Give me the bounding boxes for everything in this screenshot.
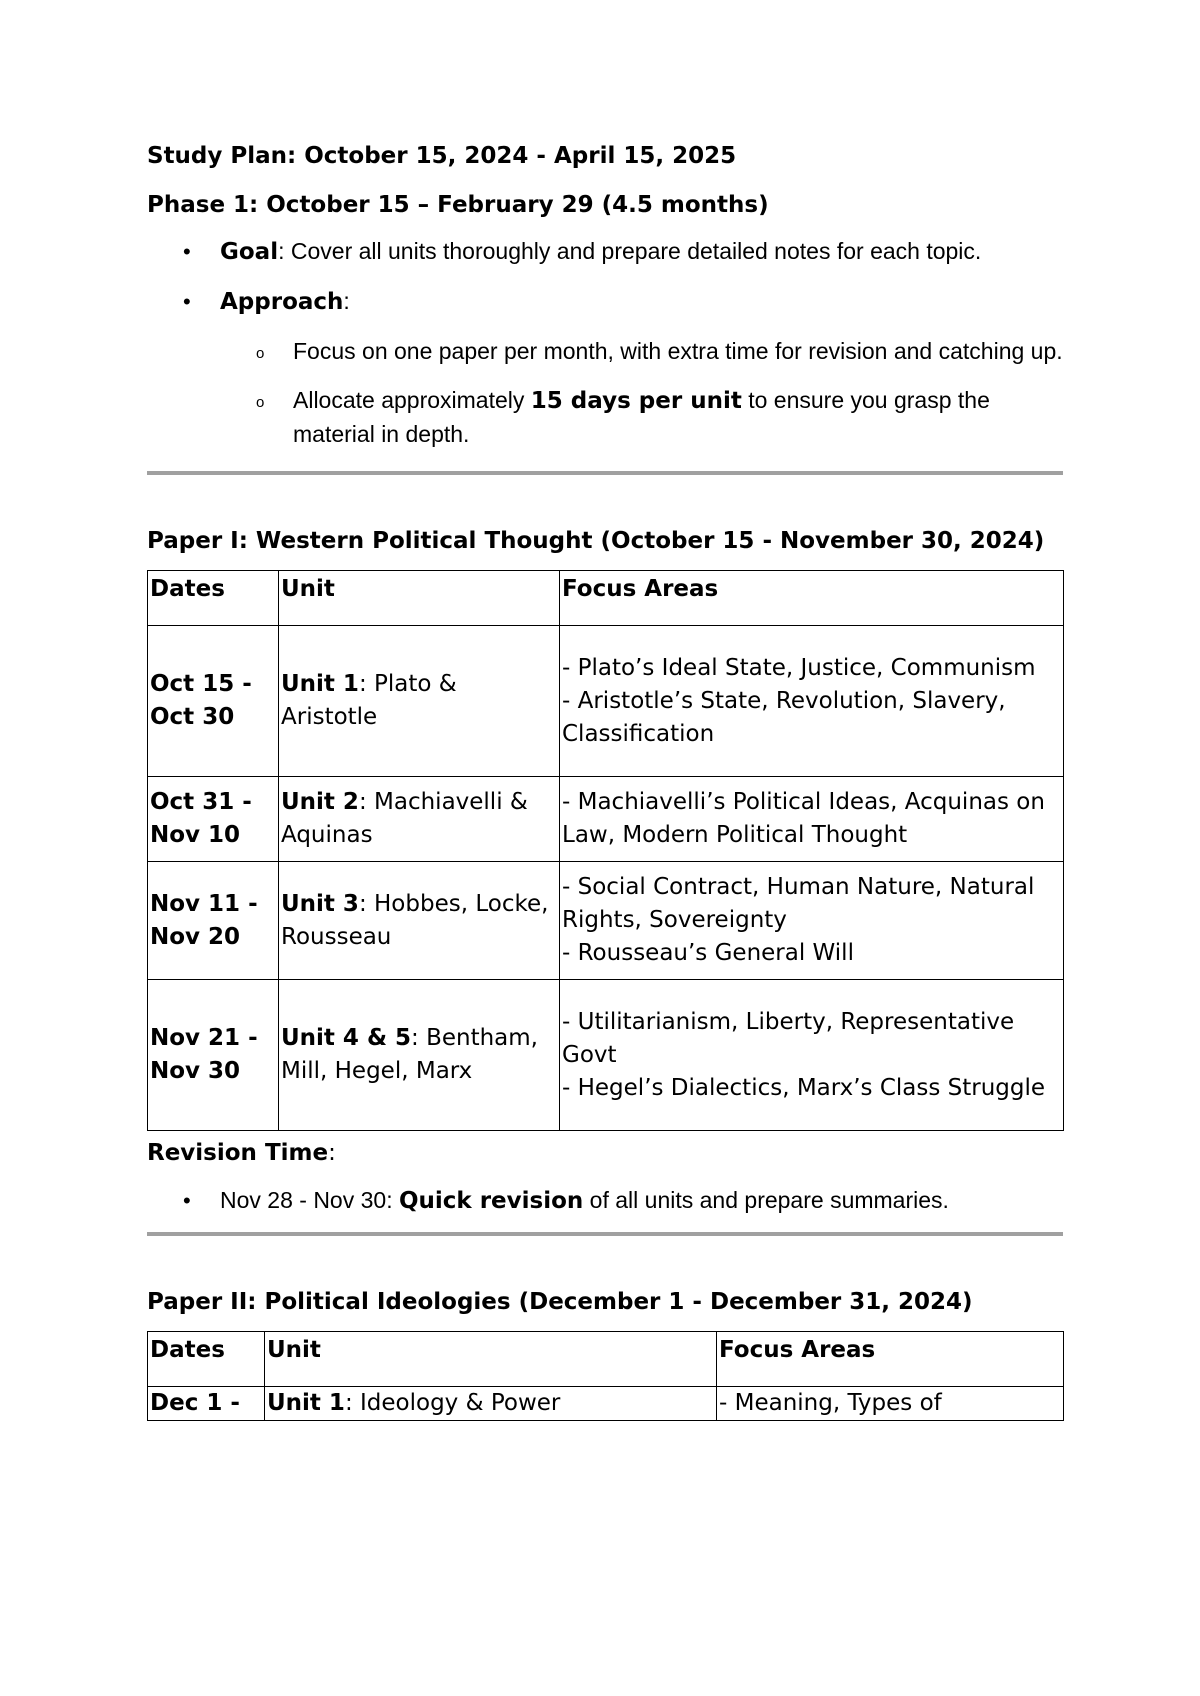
focus-line: - Social Contract, Human Nature, Natural Rights, Sovereignty — [562, 874, 1035, 933]
document-page — [147, 140, 1063, 1421]
unit-label: Unit 1 — [281, 671, 359, 697]
table-row — [148, 626, 1064, 777]
row-dates: Oct 15 - Oct 30 — [148, 626, 279, 777]
row-dates: Nov 11 - Nov 20 — [148, 862, 279, 980]
row-focus — [560, 862, 1064, 980]
unit-label: Unit 2 — [281, 789, 359, 815]
row-dates: Dec 1 - — [148, 1387, 265, 1421]
goal-bullet — [147, 235, 1063, 269]
paper1-table — [147, 570, 1064, 1131]
bullet-icon: • — [183, 1188, 191, 1213]
table-row — [148, 1387, 1064, 1421]
focus-line: - Machiavelli’s Political Ideas, Acquinas on Law, Modern Political Thought — [562, 789, 1045, 848]
revision-text-post: of all units and prepare summaries. — [583, 1187, 949, 1213]
focus-line: - Rousseau’s General Will — [562, 940, 854, 966]
row-focus — [560, 980, 1064, 1131]
circle-bullet-icon: o — [256, 394, 265, 411]
table-row — [148, 777, 1064, 862]
focus-line: - Plato’s Ideal State, Justice, Communism — [562, 654, 1036, 681]
unit-label: Unit 4 & 5 — [281, 1025, 412, 1051]
header-unit: Unit — [265, 1332, 717, 1387]
header-dates: Dates — [148, 1332, 265, 1387]
table-row — [148, 862, 1064, 980]
header-focus: Focus Areas — [560, 571, 1064, 626]
table-header-row — [148, 571, 1064, 626]
row-focus — [560, 777, 1064, 862]
sub-item-text-post: to ensure you grasp the material in depth. — [293, 387, 990, 447]
table-header-row — [148, 1332, 1064, 1387]
unit-desc: : Ideology & Power — [344, 1390, 561, 1416]
goal-label: Goal — [220, 239, 279, 265]
approach-bullet — [147, 285, 1063, 319]
row-focus — [560, 626, 1064, 777]
revision-bullet — [147, 1184, 1063, 1218]
paper1-heading: Paper I: Western Political Thought (October 15 - November 30, 2024) — [147, 528, 1045, 554]
horizontal-divider — [147, 1232, 1063, 1236]
focus-line: - Utilitarianism, Liberty, Representative Govt — [562, 1008, 1015, 1068]
bullet-icon: • — [183, 289, 191, 314]
bullet-icon: • — [183, 239, 191, 264]
sub-item-text-pre: Allocate approximately — [293, 387, 531, 413]
paper2-table — [147, 1331, 1064, 1421]
sub-item-text: Focus on one paper per month, with extra time for revision and catching up. — [293, 338, 1063, 364]
unit-label: Unit 3 — [281, 890, 359, 917]
approach-label: Approach — [220, 289, 344, 315]
header-dates: Dates — [148, 571, 279, 626]
unit-label: Unit 1 — [267, 1390, 345, 1416]
sub-item-text-bold: 15 days per unit — [530, 388, 742, 414]
row-focus — [717, 1387, 1064, 1421]
focus-line: - Meaning, Types of — [719, 1390, 942, 1416]
table-row — [148, 980, 1064, 1131]
paper2-heading: Paper II: Political Ideologies (December 1 - December 31, 2024) — [147, 1289, 973, 1315]
revision-heading — [147, 1137, 1063, 1170]
approach-suffix: : — [343, 288, 350, 314]
revision-suffix: : — [328, 1140, 336, 1166]
document-title: Study Plan: October 15, 2024 - April 15, 2025 — [147, 143, 737, 169]
revision-text-bold: Quick revision — [398, 1188, 584, 1214]
row-unit — [279, 626, 560, 777]
unit-desc: : Bentham, Mill, Hegel, Marx — [281, 1025, 538, 1084]
phase1-heading: Phase 1: October 15 – February 29 (4.5 months) — [147, 192, 769, 218]
focus-line: - Aristotle’s State, Revolution, Slavery, Classification — [562, 687, 1006, 747]
circle-bullet-icon: o — [256, 345, 265, 362]
approach-sub-item — [147, 384, 1063, 451]
unit-desc: : Machiavelli & Aquinas — [281, 789, 528, 848]
goal-text: : Cover all units thoroughly and prepare detailed notes for each topic. — [278, 238, 982, 264]
header-unit: Unit — [279, 571, 560, 626]
row-unit — [279, 862, 560, 980]
row-unit — [265, 1387, 717, 1421]
unit-desc: : Plato & Aristotle — [281, 671, 457, 730]
approach-sub-item — [147, 335, 1063, 368]
row-unit — [279, 777, 560, 862]
row-unit — [279, 980, 560, 1131]
row-dates: Nov 21 - Nov 30 — [148, 980, 279, 1131]
focus-line: - Hegel’s Dialectics, Marx’s Class Struggle — [562, 1074, 1046, 1101]
revision-label: Revision Time — [147, 1140, 329, 1166]
header-focus: Focus Areas — [717, 1332, 1064, 1387]
horizontal-divider — [147, 471, 1063, 475]
row-dates: Oct 31 - Nov 10 — [148, 777, 279, 862]
revision-text-pre: Nov 28 - Nov 30: — [220, 1187, 399, 1213]
unit-desc: : Hobbes, Locke, Rousseau — [281, 890, 549, 950]
